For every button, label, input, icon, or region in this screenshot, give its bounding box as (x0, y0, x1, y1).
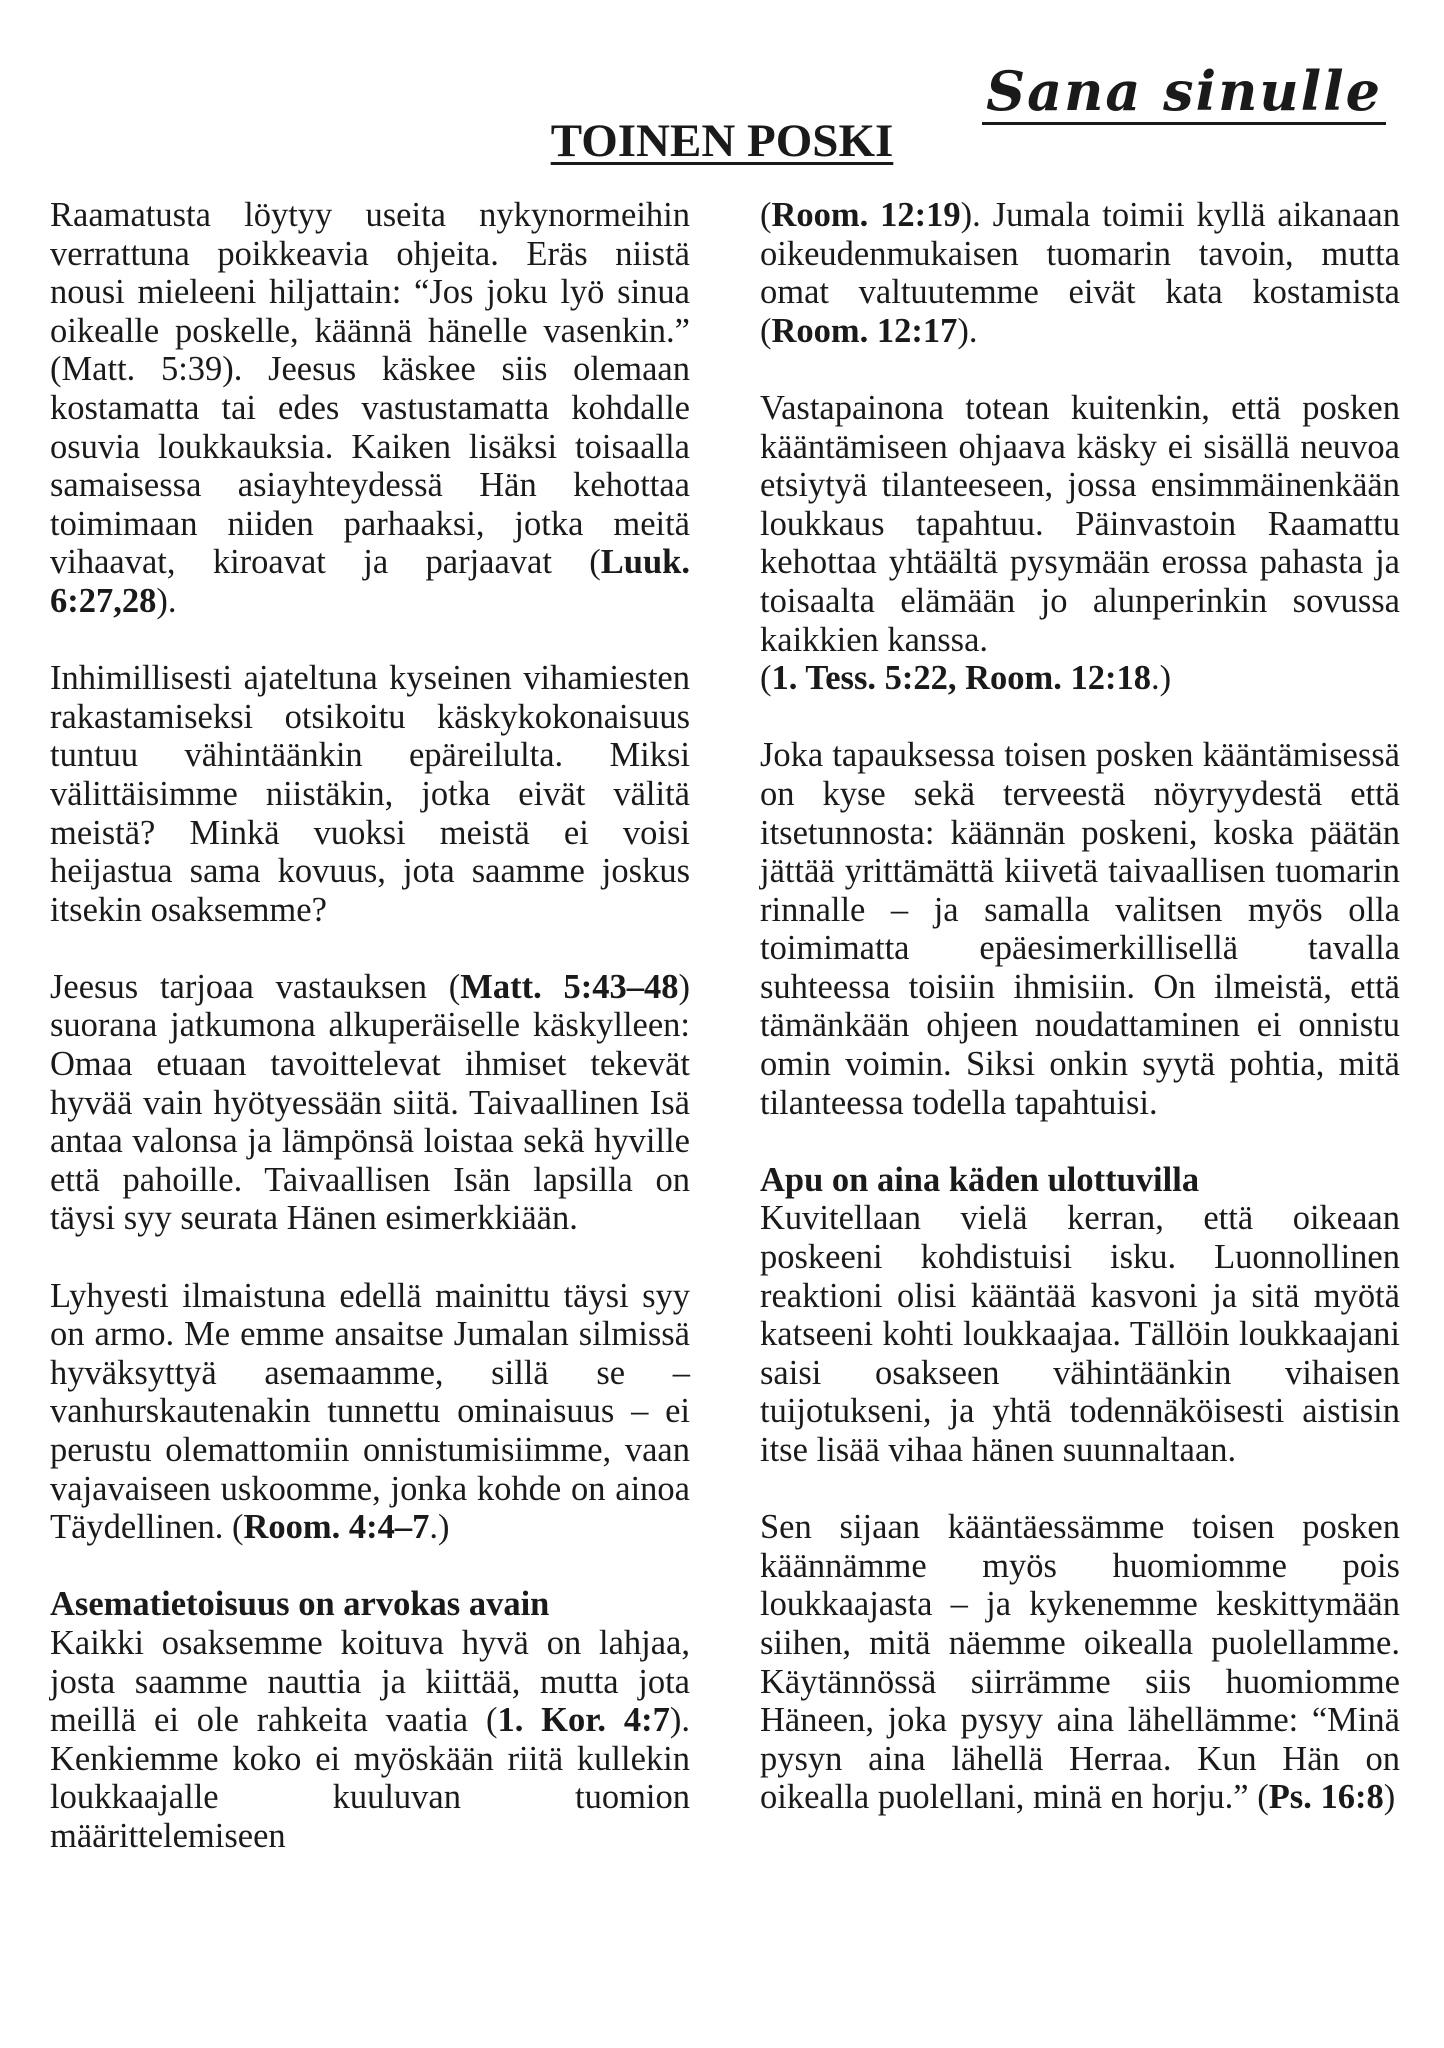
paragraph (50, 968, 690, 1238)
paragraph: Joka tapauksessa toisen posken kääntämisessä on kyse sekä terveestä nöyryydestä että itsetunnosta: käännän poskeni, koska päätän jättää yrittämättä kiivetä taivaallisen tuomarin rinnalle – ja samalla valitsen myös olla toimimatta epäesimerkillisellä tavalla suhteessa toisiin ihmisiin. On ilmeistä, että tämänkään ohjeen noudattaminen ei onnistu omin voimin. Siksi onkin syytä pohtia, mitä tilanteessa todella tapahtuisi. (760, 736, 1400, 1122)
text: ). (957, 311, 978, 350)
bible-reference: 1. Kor. 4:7 (497, 1701, 670, 1740)
article-title (0, 115, 1444, 167)
section-heading: Apu on aina käden ulottuvilla (760, 1160, 1200, 1199)
bible-reference: Luuk. 6:27,28 (50, 543, 690, 620)
bible-reference: Room. 12:19 (771, 196, 961, 234)
title-text: TOINEN POSKI (550, 115, 894, 167)
paragraph (50, 1277, 690, 1547)
bible-reference: Room. 4:4–7 (243, 1508, 430, 1547)
left-column (50, 196, 690, 1856)
paragraph (50, 1624, 690, 1856)
text: ). (156, 581, 177, 620)
text: ( (760, 196, 772, 234)
text: Lyhyesti ilmaistuna edellä mainittu täysi syy on armo. Me emme ansaitse Jumalan silmissä hyväksyttyä asemaamme, sillä se – vanhurskautenakin tunnettu ominaisuus – ei perustu olemattomiin onnistumisiimme, vaan vajavaiseen uskoomme, jonka kohde on ainoa Täydellinen. ( (50, 1276, 690, 1547)
bible-reference: Room. 12:17 (771, 311, 958, 350)
text: ) (1383, 1778, 1396, 1817)
paragraph (50, 196, 690, 621)
text: .) (429, 1508, 450, 1547)
text: Raamatusta löytyy useita nykynormeihin verrattuna poikkeavia ohjeita. Eräs niistä nousi mieleeni hiljattain: “Jos joku lyö sinua oikealle poskelle, käännä hänelle vasenkin.” (Matt. 5:39). Jeesus käskee siis olemaan kostamatta tai edes vastustamatta kohdalle osuvia loukkauksia. Kaiken lisäksi toisaalla samaisessa asiayhteydessä Hän kehottaa toimimaan niiden parhaaksi, jotka meitä vihaavat, kiroavat ja parjaavat ( (50, 196, 690, 582)
paragraph (760, 1508, 1400, 1817)
text: Kaikki osaksemme koituva hyvä on lahjaa, josta saamme nauttia ja kiittää, mutta jota meillä ei ole rahkeita vaatia ( (50, 1623, 690, 1740)
paragraph: Inhimillisesti ajateltuna kyseinen vihamiesten rakastamiseksi otsikoitu käskykokonaisuus tuntuu vähintäänkin epäreilulta. Miksi välittäisimme niistäkin, jotka eivät välitä meistä? Minkä vuoksi meistä ei voisi heijastua sama kovuus, jota saamme joskus itsekin osaksemme? (50, 659, 690, 929)
paragraph (760, 196, 1400, 350)
masthead-logo: Sana sinulle (982, 64, 1386, 125)
bible-reference: Matt. 5:43–48 (460, 967, 679, 1006)
bible-reference: 1. Tess. 5:22, Room. 12:18 (771, 659, 1152, 698)
bible-reference: Ps. 16:8 (1268, 1778, 1384, 1817)
paragraph (760, 389, 1400, 698)
text: Jeesus tarjoaa vastauksen ( (50, 967, 461, 1006)
text: .) (1151, 659, 1172, 698)
section-heading: Asematietoisuus on arvokas avain (50, 1585, 550, 1624)
paragraph: Kuvitellaan vielä kerran, että oikeaan poskeeni kohdistuisi isku. Luonnollinen reaktioni olisi kääntää kasvoni ja sitä myötä katseeni kohti loukkaajaa. Tällöin loukkaajani saisi osakseen vähintäänkin vihaisen tuijotukseni, ja yhtä todennäköisesti aistisin itse lisää vihaa hänen suunnaltaan. (760, 1199, 1400, 1469)
text: ). Jumala toimii kyllä aikanaan oikeudenmukaisen tuomarin tavoin, mutta omat valtuutemme eivät kata kostamista ( (760, 196, 1400, 350)
text: Vastapainona totean kuitenkin, että posken kääntämiseen ohjaava käsky ei sisällä neuvoa etsiytyä tilanteeseen, jossa ensimmäinenkään loukkaus tapahtuu. Päinvastoin Raamattu kehottaa yhtäältä pysymään erossa pahasta ja toisaalta elämään jo alunperinkin sovussa kaikkien kanssa. (760, 388, 1400, 659)
text: ). Kenkiemme koko ei myöskään riitä kullekin loukkaajalle kuuluvan tuomion määrittelemiseen (50, 1701, 690, 1855)
text: ( (760, 659, 772, 698)
right-column (760, 196, 1400, 1817)
text: ) suorana jatkumona alkuperäiselle käskylleen: Omaa etuaan tavoittelevat ihmiset tekevät hyvää vain hyötyessään siitä. Taivaallinen Isä antaa valonsa ja lämpönsä loistaa sekä hyville että pahoille. Taivaallisen Isän lapsilla on täysi syy seurata Hänen esimerkkiään. (50, 967, 690, 1238)
text: Sen sijaan kääntäessämme toisen posken käännämme myös huomiomme pois loukkaajasta – ja kykenemme keskittymään siihen, mitä näemme oikealla puolellamme. Käytännössä siirrämme siis huomiomme Häneen, joka pysyy aina lähellämme: “Minä pysyn aina lähellä Herraa. Kun Hän on oikealla puolellani, minä en horju.” ( (760, 1508, 1400, 1817)
